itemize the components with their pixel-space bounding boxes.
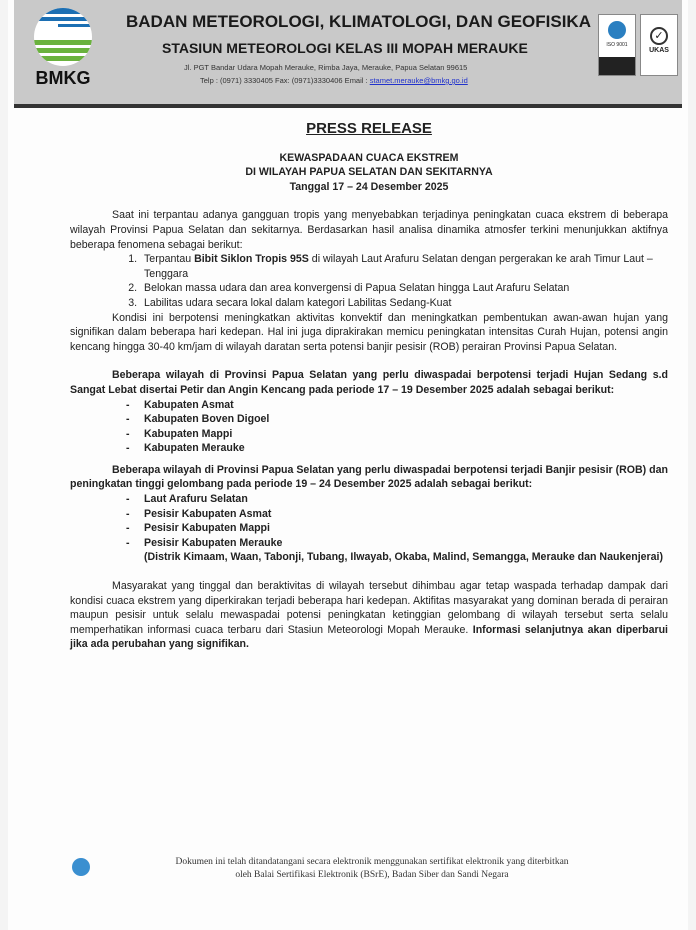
list-item: - Laut Arafuru Selatan bbox=[126, 492, 668, 507]
contact-text: Telp : (0971) 3330405 Fax: (0971)3330406 Email : bbox=[200, 76, 370, 85]
checkmark-icon: ✓ bbox=[650, 27, 668, 45]
list-item: - Kabupaten Mappi bbox=[126, 427, 668, 442]
intro-paragraph: Saat ini terpantau adanya gangguan tropis yang menyebabkan terjadinya peningkatan cuaca ekstrem di beberapa wilayah Provinsi Papua Selatan dan sekitarnya. Berdasarkan hasil analisa dinamika atmosfer terkini menunjukkan aktifnya beberapa fenomena sebagai berikut: bbox=[70, 209, 668, 251]
rain-warning-paragraph: Beberapa wilayah di Provinsi Papua Selatan yang perlu diwaspadai berpotensi terjadi Hujan Sedang s.d Sangat Lebat disertai Petir dan Angin Kencang pada periode 17 – 19 Desember 2025 adalah sebagai berikut: bbox=[70, 369, 668, 396]
district-note: (Distrik Kimaam, Waan, Tabonji, Tubang, Ilwayab, Okaba, Malind, Semangga, Merauke dan Naukenjerai) bbox=[144, 551, 664, 564]
condition-paragraph: Kondisi ini berpotensi meningkatkan aktivitas konvektif dan meningkatkan pembentukan awan-awan hujan yang signifikan dalam beberapa hari kedepan. Hal ini juga diprakirakan memicu peningkatan intensitas Curah Hujan, potensi angin kencang hingga 30-40 km/jam di wilayah daratan serta potensi banjir pesisir (ROB) perairan Provinsi Papua Selatan. bbox=[70, 311, 668, 353]
advisory-text: Masyarakat yang tinggal dan beraktivitas di wilayah tersebut dihimbau agar tetap waspada terhadap dampak dari kondisi cuaca ekstrem yang diperkirakan terjadi beberapa hari kedepan. Aktifitas masyarakat yang dominan berada di perairan maupun pesisir untuk selalu mewaspadai potensi peningkatan ketinggian gelombang di wilayah tersebut serta selalu memperhatikan informasi cuaca terbaru dari Stasiun Meteorologi Mopah Merauke. bbox=[70, 580, 668, 636]
subtitle-region: DI WILAYAH PAPUA SELATAN DAN SEKITARNYA bbox=[245, 166, 493, 179]
bmkg-logo bbox=[28, 6, 98, 96]
list-item: 3. Labilitas udara secara lokal dalam kategori Labilitas Sedang-Kuat bbox=[140, 296, 668, 311]
letterhead bbox=[14, 0, 682, 108]
rain-area-list bbox=[70, 398, 668, 456]
email-link[interactable]: stamet.merauke@bmkg.go.id bbox=[369, 76, 468, 85]
contact bbox=[200, 76, 468, 85]
date-range: Tanggal 17 – 24 Desember 2025 bbox=[289, 180, 449, 193]
list-item: - Pesisir Kabupaten Asmat bbox=[126, 507, 668, 522]
flood-area-list bbox=[70, 492, 668, 565]
phenomena-list bbox=[70, 252, 668, 310]
list-item: 2. Belokan massa udara dan area konvergensi di Papua Selatan hingga Laut Arafuru Selatan bbox=[140, 281, 668, 296]
list-item: - Pesisir Kabupaten Mappi bbox=[126, 521, 668, 536]
list-item: - Kabupaten Merauke bbox=[126, 441, 668, 456]
list-item bbox=[126, 536, 668, 565]
footer-line: Dokumen ini telah ditandatangani secara elektronik menggunakan sertifikat elektronik yang diterbitkan bbox=[175, 857, 569, 867]
address: Jl. PGT Bandar Udara Mopah Merauke, Rimba Jaya, Merauke, Papua Selatan 99615 bbox=[184, 63, 468, 72]
bmkg-emblem-icon bbox=[28, 6, 98, 68]
logo-text: BMKG bbox=[35, 68, 91, 88]
cert-label: ISO 9001 bbox=[606, 42, 628, 48]
flood-warning-paragraph: Beberapa wilayah di Provinsi Papua Selatan yang perlu diwaspadai berpotensi terjadi Banjir pesisir (ROB) dan peningkatan tinggi gelombang pada periode 19 – 24 Desember 2025 adalah sebagai berikut: bbox=[70, 463, 668, 491]
document-page bbox=[8, 0, 688, 930]
advisory-paragraph bbox=[70, 579, 668, 652]
list-item bbox=[140, 252, 668, 281]
iso-certification-badge bbox=[598, 14, 636, 76]
update-notice: Informasi selanjutnya akan diperbarui jika ada perubahan yang signifikan. bbox=[70, 623, 669, 651]
bsre-logo-icon bbox=[72, 858, 90, 876]
iso-icon bbox=[608, 21, 626, 39]
agency-name: BADAN METEOROLOGI, KLIMATOLOGI, DAN GEOFISIKA bbox=[126, 12, 591, 31]
item-text: di wilayah Laut Arafuru Selatan dengan pergerakan ke arah Timur Laut – Tenggara bbox=[144, 253, 653, 280]
press-release-body bbox=[70, 122, 668, 652]
list-item: - Kabupaten Asmat bbox=[126, 398, 668, 413]
item-bold: Bibit Siklon Tropis 95S bbox=[194, 253, 309, 266]
cert-label: UKAS bbox=[649, 47, 669, 54]
item-text: Terpantau bbox=[144, 253, 195, 266]
document-title: PRESS RELEASE bbox=[306, 120, 432, 137]
item-text: Pesisir Kabupaten Merauke bbox=[144, 536, 283, 549]
station-name: STASIUN METEOROLOGI KELAS III MOPAH MERAUKE bbox=[162, 40, 528, 56]
subtitle: KEWASPADAAN CUACA EKSTREM bbox=[279, 151, 459, 164]
list-item: - Kabupaten Boven Digoel bbox=[126, 412, 668, 427]
footer-line: oleh Balai Sertifikasi Elektronik (BSrE), Badan Siber dan Sandi Negara bbox=[235, 870, 509, 880]
ukas-certification-badge bbox=[640, 14, 678, 76]
